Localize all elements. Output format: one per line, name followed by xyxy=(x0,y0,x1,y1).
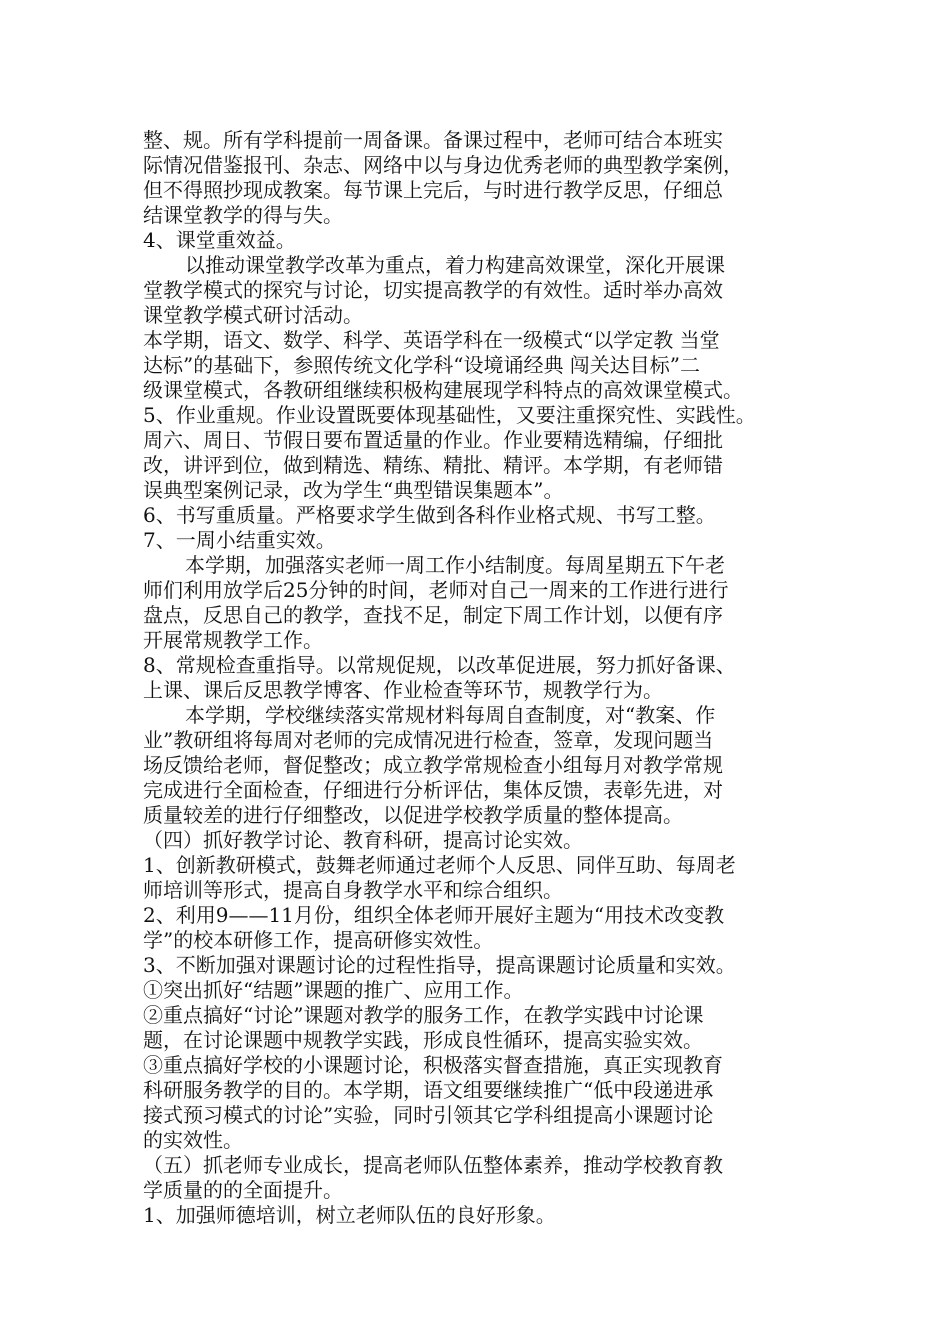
text-line: 3、不断加强对课题讨论的过程性指导，提高课题讨论质量和实效。 xyxy=(143,953,736,977)
text-line: 学质量的的全面提升。 xyxy=(143,1178,343,1202)
text-line: 的实效性。 xyxy=(143,1128,243,1152)
text-line: 1、加强师德培训，树立老师队伍的良好形象。 xyxy=(143,1203,556,1227)
text-line: （四）抓好教学讨论、教育科研，提高讨论实效。 xyxy=(143,828,583,852)
text-line: ③重点搞好学校的小课题讨论，积极落实督查措施，真正实现教育 xyxy=(143,1053,723,1077)
text-line: 盘点，反思自己的教学，查找不足，制定下周工作计划，以便有序 xyxy=(143,603,723,627)
text-line: 周六、周日、节假日要布置适量的作业。作业要精选精编，仔细批 xyxy=(143,428,723,452)
text-line: 1、创新教研模式，鼓舞老师通过老师个人反思、同伴互助、每周老 xyxy=(143,853,736,877)
text-line: 但不得照抄现成教案。每节课上完后，与时进行教学反思，仔细总 xyxy=(143,178,723,202)
text-line: 7、一周小结重实效。 xyxy=(143,528,336,552)
text-line: 开展常规教学工作。 xyxy=(143,628,323,652)
text-line: 完成进行全面检查，仔细进行分析评估，集体反馈，表彰先进，对 xyxy=(143,778,723,802)
text-line: （五）抓老师专业成长，提高老师队伍整体素养，推动学校教育教 xyxy=(143,1153,723,1177)
text-line: 改，讲评到位，做到精选、精练、精批、精评。本学期，有老师错 xyxy=(143,453,723,477)
text-line: 业”教研组将每周对老师的完成情况进行检查，签章，发现问题当 xyxy=(143,728,714,752)
text-line: ②重点搞好“讨论”课题对教学的服务工作，在教学实践中讨论课 xyxy=(143,1003,704,1027)
text-line: 6、书写重质量。严格要求学生做到各科作业格式规、书写工整。 xyxy=(143,503,716,527)
text-line: 级课堂模式，各教研组继续积极构建展现学科特点的高效课堂模式。 xyxy=(143,378,743,402)
text-line: 4、课堂重效益。 xyxy=(143,228,296,252)
text-line: 堂教学模式的探究与讨论，切实提高教学的有效性。适时举办高效 xyxy=(143,278,723,302)
text-line: 本学期，语文、数学、科学、英语学科在一级模式“以学定教 当堂 xyxy=(143,328,720,352)
text-line: 场反馈给老师，督促整改；成立教学常规检查小组每月对教学常规 xyxy=(143,753,723,777)
text-line: 5、作业重规。作业设置既要体现基础性，又要注重探究性、实践性。 xyxy=(143,403,756,427)
text-line: 2、利用9——11月份，组织全体老师开展好主题为“用技术改变教 xyxy=(143,903,725,927)
text-line: 本学期，学校继续落实常规材料每周自查制度，对“教案、作 xyxy=(185,703,716,727)
text-line: 上课、课后反思教学博客、作业检查等环节，规教学行为。 xyxy=(143,678,663,702)
text-line: 质量较差的进行仔细整改，以促进学校教学质量的整体提高。 xyxy=(143,803,683,827)
text-line: 课堂教学模式研讨活动。 xyxy=(143,303,363,327)
text-line: 师培训等形式，提高自身教学水平和综合组织。 xyxy=(143,878,563,902)
text-line: 达标”的基础下，参照传统文化学科“设境诵经典 闯关达目标”二 xyxy=(143,353,701,377)
text-line: 本学期，加强落实老师一周工作小结制度。每周星期五下午老 xyxy=(185,553,725,577)
text-line: 题，在讨论课题中规教学实践，形成良性循环，提高实验实效。 xyxy=(143,1028,703,1052)
text-line: 以推动课堂教学改革为重点，着力构建高效课堂，深化开展课 xyxy=(185,253,725,277)
document-page xyxy=(143,128,823,1228)
text-line: 整、规。所有学科提前一周备课。备课过程中，老师可结合本班实 xyxy=(143,128,723,152)
text-line: 8、常规检查重指导。以常规促规，以改革促进展，努力抓好备课、 xyxy=(143,653,736,677)
text-line: 结课堂教学的得与失。 xyxy=(143,203,343,227)
text-line: 科研服务教学的目的。本学期，语文组要继续推广“低中段递进承 xyxy=(143,1078,714,1102)
text-line: 师们利用放学后25分钟的时间，老师对自己一周来的工作进行进行 xyxy=(143,578,729,602)
text-line: 学”的校本研修工作，提高研修实效性。 xyxy=(143,928,494,952)
text-line: ①突出抓好“结题”课题的推广、应用工作。 xyxy=(143,978,524,1002)
text-line: 际情况借鉴报刊、杂志、网络中以与身边优秀老师的典型教学案例， xyxy=(143,153,743,177)
text-line: 误典型案例记录，改为学生“典型错误集题本”。 xyxy=(143,478,564,502)
text-line: 接式预习模式的讨论”实验，同时引领其它学科组提高小课题讨论 xyxy=(143,1103,714,1127)
